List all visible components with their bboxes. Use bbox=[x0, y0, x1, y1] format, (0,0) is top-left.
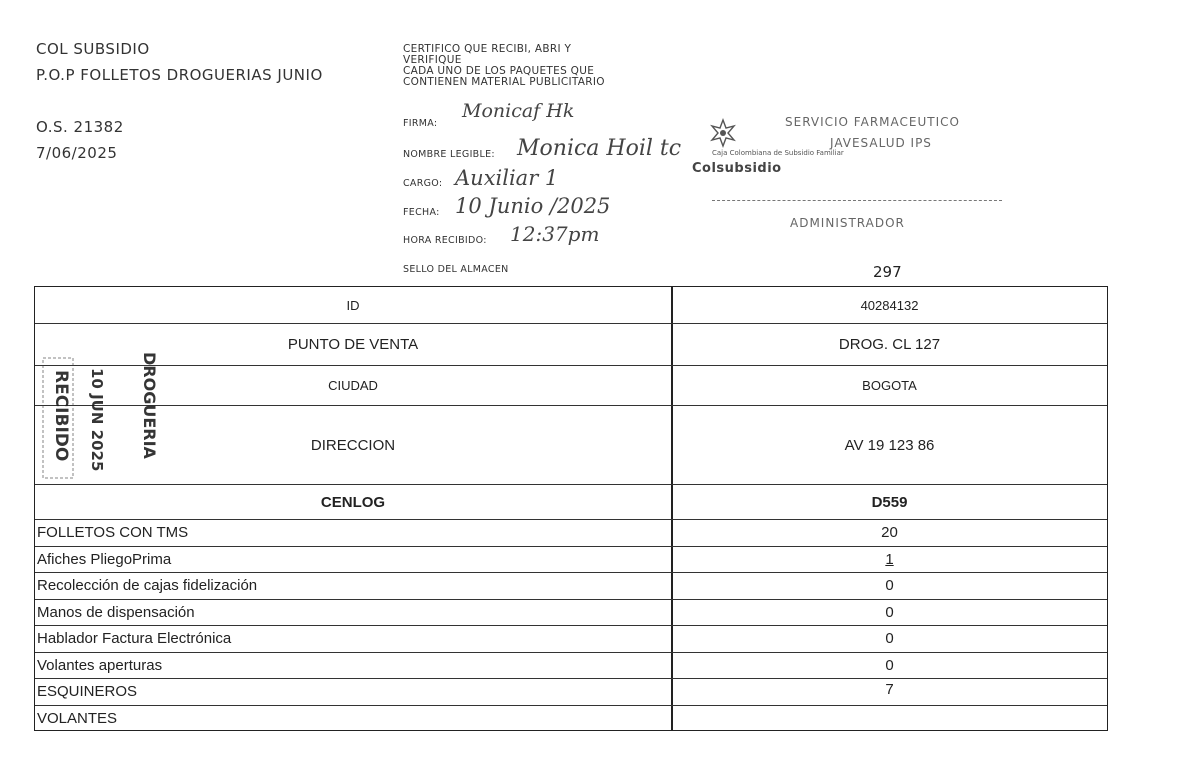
table-row bbox=[35, 519, 1107, 546]
certificate-line: VERIFIQUE bbox=[403, 54, 462, 66]
item-quantity: 20 bbox=[881, 524, 898, 542]
item-quantity: 0 bbox=[885, 603, 894, 621]
id-label: ID bbox=[346, 297, 360, 313]
item-quantity: 7 bbox=[885, 681, 894, 698]
item-label: Manos de dispensación bbox=[37, 603, 195, 621]
service-line-1: SERVICIO FARMACEUTICO bbox=[785, 115, 960, 129]
table-row bbox=[35, 599, 1107, 626]
hora-value: 12:37pm bbox=[510, 222, 600, 246]
table-row bbox=[35, 546, 1107, 573]
ciudad-label: CIUDAD bbox=[328, 378, 378, 393]
sheet-number: 297 bbox=[873, 263, 902, 281]
fecha-value: 10 Junio /2025 bbox=[455, 194, 611, 218]
order-number: O.S. 21382 bbox=[36, 118, 124, 136]
cargo-label: CARGO: bbox=[403, 178, 443, 189]
received-stamp bbox=[40, 350, 180, 485]
item-quantity: 1 bbox=[885, 550, 894, 568]
table-row bbox=[35, 625, 1107, 652]
certificate-line: CERTIFICO QUE RECIBI, ABRI Y bbox=[403, 43, 572, 55]
cargo-value: Auxiliar 1 bbox=[455, 166, 559, 190]
logo-wordmark: Colsubsidio bbox=[692, 161, 782, 176]
table-row bbox=[35, 678, 1107, 705]
certificate-line: CADA UNO DE LOS PAQUETES QUE bbox=[403, 65, 595, 77]
item-label: FOLLETOS CON TMS bbox=[37, 524, 189, 542]
table-row bbox=[35, 572, 1107, 599]
document-date: 7/06/2025 bbox=[36, 144, 118, 162]
administrator-label: ADMINISTRADOR bbox=[790, 216, 905, 230]
item-label: Afiches PliegoPrima bbox=[37, 550, 172, 568]
id-value: 40284132 bbox=[860, 297, 919, 313]
firma-signature: Monicaf Hk bbox=[462, 100, 575, 122]
ciudad-value: BOGOTA bbox=[862, 378, 917, 393]
table-row bbox=[35, 287, 1107, 323]
logo-small-text: Caja Colombiana de Subsidio Familiar bbox=[712, 149, 844, 157]
table-row bbox=[35, 652, 1107, 679]
stamp-side-text: RECIBIDO bbox=[51, 370, 71, 462]
item-quantity: 0 bbox=[885, 630, 894, 648]
item-label: VOLANTES bbox=[37, 710, 118, 728]
certificate-text bbox=[403, 44, 605, 88]
item-quantity: 0 bbox=[885, 577, 894, 595]
sello-label: SELLO DEL ALMACEN bbox=[403, 264, 509, 275]
item-label: Recolección de cajas fidelización bbox=[37, 577, 258, 595]
punto-venta-label: PUNTO DE VENTA bbox=[287, 336, 419, 353]
stamp-drogueria: DROGUERIA bbox=[140, 352, 159, 459]
signature-line bbox=[712, 200, 1002, 201]
certificate-line: CONTIENEN MATERIAL PUBLICITARIO bbox=[403, 76, 605, 88]
item-label: Hablador Factura Electrónica bbox=[37, 630, 232, 648]
campaign-title: P.O.P FOLLETOS DROGUERIAS JUNIO bbox=[36, 66, 323, 84]
direccion-label: DIRECCION bbox=[310, 436, 396, 454]
hora-label: HORA RECIBIDO: bbox=[403, 235, 487, 246]
nombre-value: Monica Hoil tc bbox=[517, 136, 682, 161]
item-quantity: 0 bbox=[885, 656, 894, 674]
cenlog-label: CENLOG bbox=[320, 493, 386, 511]
stamp-date: 10 JUN 2025 bbox=[88, 368, 106, 472]
table-row bbox=[35, 705, 1107, 733]
service-line-2: JAVESALUD IPS bbox=[830, 136, 932, 150]
nombre-label: NOMBRE LEGIBLE: bbox=[403, 149, 495, 160]
fecha-label: FECHA: bbox=[403, 207, 440, 218]
table-row bbox=[35, 484, 1107, 519]
item-label: Volantes aperturas bbox=[37, 656, 163, 674]
table-row bbox=[35, 323, 1107, 365]
table-row bbox=[35, 365, 1107, 405]
item-label: ESQUINEROS bbox=[37, 683, 138, 701]
delivery-table bbox=[34, 286, 1108, 731]
firma-label: FIRMA: bbox=[403, 118, 438, 129]
punto-venta-value: DROG. CL 127 bbox=[838, 336, 941, 353]
table-row bbox=[35, 405, 1107, 484]
company-name: COL SUBSIDIO bbox=[36, 40, 150, 58]
colsubsidio-logo-icon bbox=[708, 118, 738, 148]
direccion-value: AV 19 123 86 bbox=[844, 436, 935, 454]
cenlog-value: D559 bbox=[871, 493, 908, 511]
